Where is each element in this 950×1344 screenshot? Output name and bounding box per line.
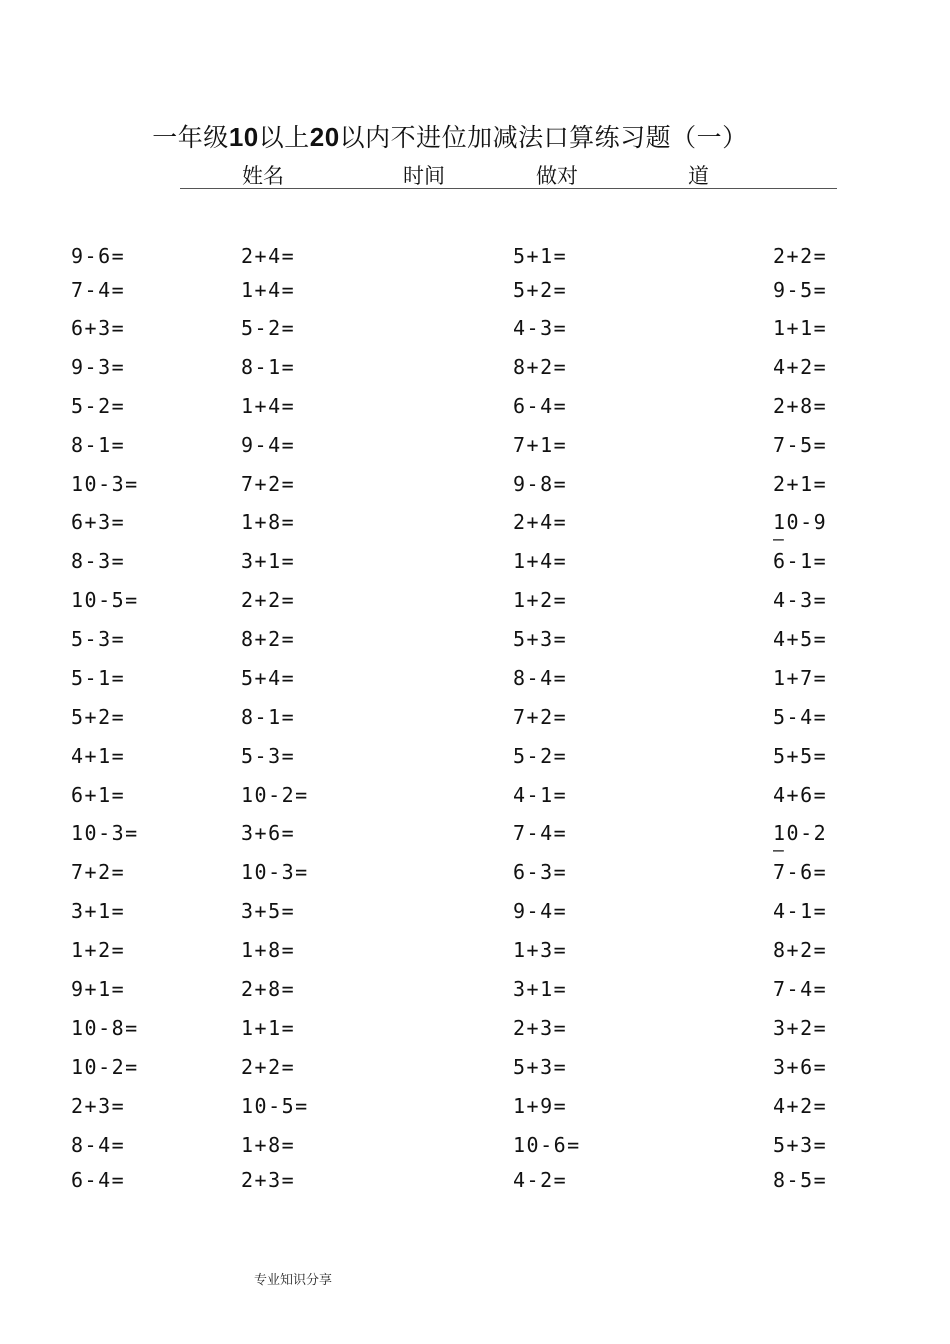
title-num2: 20 [309, 122, 340, 152]
math-problem: 1+2= [513, 588, 568, 612]
footer-note: 专业知识分享 [254, 1273, 333, 1288]
math-problem: 9-4= [513, 899, 568, 923]
math-problem: 8-4= [71, 1133, 126, 1157]
math-problem: 1+2= [71, 938, 126, 962]
math-problem: 5-1= [71, 666, 126, 690]
math-problem: 1+1= [773, 316, 828, 340]
wrapped-equals: – [773, 529, 786, 550]
math-problem: 9+1= [71, 977, 126, 1001]
math-problem: 2+8= [773, 394, 828, 418]
math-problem: 8+2= [773, 938, 828, 962]
math-problem: 8-3= [71, 549, 126, 573]
math-problem: 4+1= [71, 744, 126, 768]
math-problem: 5-3= [241, 744, 296, 768]
math-problem: 6-3= [513, 860, 568, 884]
math-problem: 5+4= [241, 666, 296, 690]
math-problem: 7+2= [71, 860, 126, 884]
math-problem: 10-2= [241, 783, 309, 807]
info-underline [180, 188, 837, 189]
math-problem: 10-2 – [773, 821, 828, 861]
math-problem: 10-6= [513, 1133, 581, 1157]
title-num1: 10 [228, 122, 259, 152]
math-problem: 10-3= [71, 821, 139, 845]
math-problem: 2+2= [241, 1055, 296, 1079]
math-problem: 6+1= [71, 783, 126, 807]
math-problem: 2+3= [71, 1094, 126, 1118]
math-problem: 6-4= [71, 1168, 126, 1192]
math-problem: 9-5= [773, 278, 828, 302]
math-problem: 1+4= [241, 394, 296, 418]
math-problem: 10-5= [241, 1094, 309, 1118]
title-part2: 以上 [258, 123, 310, 152]
math-problem: 9-4= [241, 433, 296, 457]
math-problem: 2+2= [773, 244, 828, 268]
math-problem: 2+3= [513, 1016, 568, 1040]
math-problem: 5-4= [773, 705, 828, 729]
math-problem: 3+6= [241, 821, 296, 845]
math-problem: 3+1= [241, 549, 296, 573]
correct-label: 做对 [536, 164, 578, 188]
math-problem: 4+2= [773, 355, 828, 379]
math-problem: 8-4= [513, 666, 568, 690]
math-problem: 4+2= [773, 1094, 828, 1118]
math-problem: 4+5= [773, 627, 828, 651]
math-problem: 4-2= [513, 1168, 568, 1192]
math-problem: 10-9 – [773, 510, 828, 550]
math-problem: 1+4= [513, 549, 568, 573]
math-problem: 6+3= [71, 316, 126, 340]
math-problem: 10-2= [71, 1055, 139, 1079]
math-problem: 8+2= [513, 355, 568, 379]
math-problem: 10-5= [71, 588, 139, 612]
math-problem: 4-3= [513, 316, 568, 340]
math-problem: 8-1= [241, 705, 296, 729]
math-problem: 7+2= [241, 472, 296, 496]
math-problem: 5-3= [71, 627, 126, 651]
math-problem: 5+2= [71, 705, 126, 729]
math-problem: 8-1= [241, 355, 296, 379]
name-label: 姓名 [242, 164, 284, 188]
math-problem: 4+6= [773, 783, 828, 807]
math-problem: 10-3= [71, 472, 139, 496]
math-problem: 7+2= [513, 705, 568, 729]
math-problem: 4-3= [773, 588, 828, 612]
math-problem: 5+2= [513, 278, 568, 302]
math-problem: 1+3= [513, 938, 568, 962]
math-problem: 3+6= [773, 1055, 828, 1079]
math-problem: 8-1= [71, 433, 126, 457]
math-problem: 1+8= [241, 1133, 296, 1157]
math-problem: 2+3= [241, 1168, 296, 1192]
unit-label: 道 [688, 164, 709, 188]
math-problem: 5+3= [513, 1055, 568, 1079]
math-problem: 7-5= [773, 433, 828, 457]
math-problem: 5-2= [71, 394, 126, 418]
math-problem: 8+2= [241, 627, 296, 651]
math-problem: 1+8= [241, 510, 296, 534]
math-problem: 7-4= [513, 821, 568, 845]
math-problem: 5+3= [773, 1133, 828, 1157]
math-problem: 10-3= [241, 860, 309, 884]
math-problem: 5+1= [513, 244, 568, 268]
math-problem: 7-4= [71, 278, 126, 302]
math-problem: 1+7= [773, 666, 828, 690]
math-problem: 7-6= [773, 860, 828, 884]
math-problem: 4-1= [773, 899, 828, 923]
time-label: 时间 [403, 164, 445, 188]
math-problem: 2+1= [773, 472, 828, 496]
math-problem: 5-2= [513, 744, 568, 768]
title-part1: 一年级 [152, 123, 229, 152]
math-problem: 2+4= [241, 244, 296, 268]
math-problem: 6+3= [71, 510, 126, 534]
title-part3: 以内不进位加减法口算练习题（一） [339, 123, 748, 152]
math-problem: 5-2= [241, 316, 296, 340]
math-problem: 1+1= [241, 1016, 296, 1040]
math-problem: 1+4= [241, 278, 296, 302]
math-problem: 2+2= [241, 588, 296, 612]
wrapped-equals: – [773, 840, 786, 861]
math-problem: 5+3= [513, 627, 568, 651]
math-problem: 2+8= [241, 977, 296, 1001]
math-problem: 6-4= [513, 394, 568, 418]
math-problem: 8-5= [773, 1168, 828, 1192]
math-problem: 5+5= [773, 744, 828, 768]
math-problem: 3+2= [773, 1016, 828, 1040]
math-problem: 9-3= [71, 355, 126, 379]
worksheet-title [0, 118, 900, 154]
math-problem: 3+1= [71, 899, 126, 923]
math-problem: 1+9= [513, 1094, 568, 1118]
math-problem: 7+1= [513, 433, 568, 457]
math-problem: 1+8= [241, 938, 296, 962]
math-problem: 3+1= [513, 977, 568, 1001]
math-problem: 3+5= [241, 899, 296, 923]
math-problem: 10-8= [71, 1016, 139, 1040]
math-problem: 9-8= [513, 472, 568, 496]
math-problem: 9-6= [71, 244, 126, 268]
math-problem: 4-1= [513, 783, 568, 807]
math-problem: 7-4= [773, 977, 828, 1001]
math-problem: 2+4= [513, 510, 568, 534]
math-problem: 6-1= [773, 549, 828, 573]
